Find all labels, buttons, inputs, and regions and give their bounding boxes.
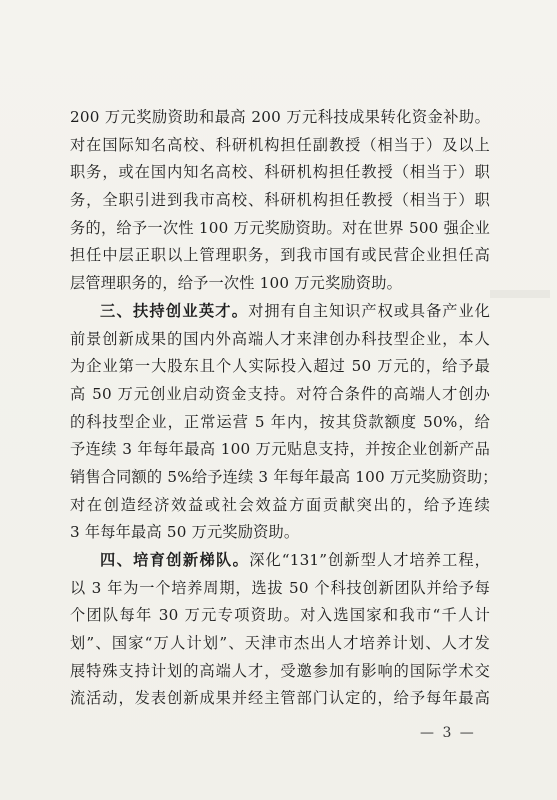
section-3-first-line-text: 对拥有自主知识产权或具备产业化 bbox=[248, 301, 491, 320]
text-line: 200 万元奖励资助和最高 200 万元科技成果转化资金补助。 bbox=[70, 108, 490, 126]
body-text bbox=[70, 104, 498, 713]
section-4-heading: 四、培育创新梯队。 bbox=[100, 551, 250, 569]
scan-smudge bbox=[490, 290, 550, 298]
page-number: — 3 — bbox=[420, 725, 476, 741]
text-line: 划”、国家“万人计划”、天津市杰出人才培养计划、人才发 bbox=[70, 634, 490, 653]
section-4-first-line bbox=[70, 547, 490, 575]
text-line: 3 年每年最高 50 万元奖励资助。 bbox=[70, 523, 300, 542]
text-line: 对在国际知名高校、科研机构担任副教授（相当于）及以上 bbox=[70, 135, 490, 154]
text-line: 的科技型企业，正常运营 5 年内，按其贷款额度 50%，给 bbox=[70, 412, 490, 431]
text-line: 前景创新成果的国内外高端人才来津创办科技型企业，本人 bbox=[70, 329, 490, 348]
section-3-heading: 三、扶持创业英才。 bbox=[100, 301, 249, 320]
text-line: 予连续 3 年每年最高 100 万元贴息支持，并按企业创新产品 bbox=[70, 440, 490, 459]
text-line: 层管理职务的，给予一次性 100 万元奖励资助。 bbox=[70, 274, 403, 293]
text-line: 务的，给予一次性 100 万元奖励资助。对在世界 500 强企业 bbox=[70, 218, 490, 237]
section-4-first-line-text: 深化“131”创新型人才培养工程， bbox=[249, 551, 491, 569]
section-3-first-line bbox=[70, 298, 490, 326]
text-line: 流活动，发表创新成果并经主管部门认定的，给予每年最高 bbox=[70, 689, 490, 708]
text-line: 高 50 万元创业启动资金支持。对符合条件的高端人才创办 bbox=[70, 384, 490, 403]
text-line: 担任中层正职以上管理职务，到我市国有或民营企业担任高 bbox=[70, 246, 490, 265]
text-line: 展特殊支持计划的高端人才，受邀参加有影响的国际学术交 bbox=[70, 661, 490, 680]
text-line: 对在创造经济效益或社会效益方面贡献突出的，给予连续 bbox=[70, 495, 490, 514]
text-line: 为企业第一大股东且个人实际投入超过 50 万元的，给予最 bbox=[70, 357, 490, 376]
text-line: 以 3 年为一个培养周期，选拔 50 个科技创新团队并给予每 bbox=[70, 578, 490, 597]
text-line: 个团队每年 30 万元专项资助。对入选国家和我市“千人计 bbox=[70, 606, 490, 625]
text-line: 务，全职引进到我市高校、科研机构担任教授（相当于）职 bbox=[70, 191, 490, 210]
text-line: 职务，或在国内知名高校、科研机构担任教授（相当于）职 bbox=[70, 163, 490, 182]
text-line: 销售合同额的 5%给予连续 3 年每年最高 100 万元奖励资助； bbox=[70, 467, 498, 486]
